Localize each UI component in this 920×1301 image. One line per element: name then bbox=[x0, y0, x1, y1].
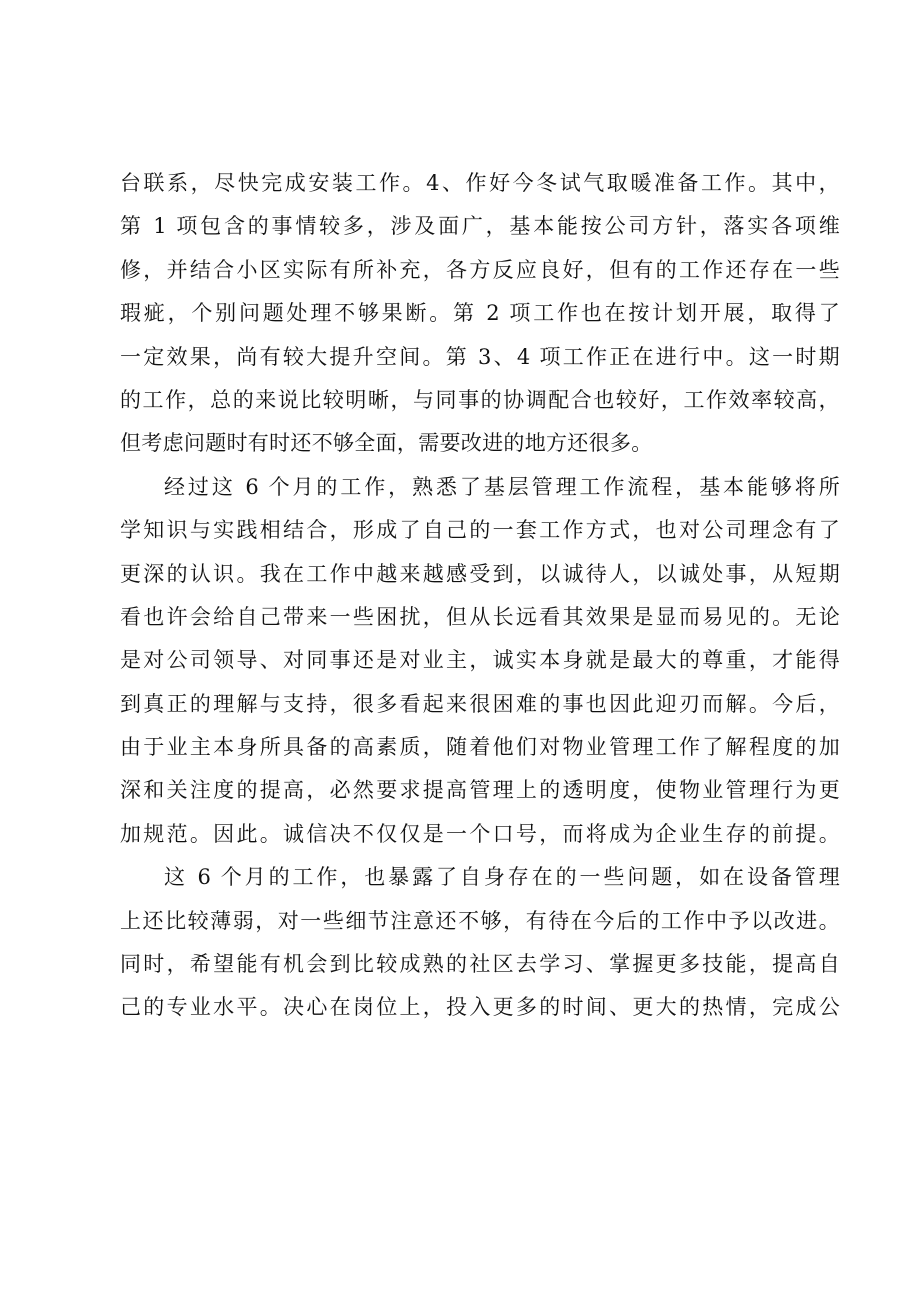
paragraph-2 bbox=[120, 466, 840, 857]
text-line: 由于业主本身所具备的高素质，随着他们对物业管理工作了解程度的加 bbox=[120, 735, 840, 760]
text-line: 的工作，总的来说比较明晰，与同事的协调配合也较好，工作效率较高， bbox=[120, 387, 840, 412]
text-line: 修，并结合小区实际有所补充，各方反应良好，但有的工作还存在一些 bbox=[120, 257, 840, 282]
paragraph-3 bbox=[120, 856, 840, 1030]
text-line: 第 1 项包含的事情较多，涉及面广，基本能按公司方针，落实各项维 bbox=[120, 214, 840, 239]
text-line: 更深的认识。我在工作中越来越感受到，以诚待人，以诚处事，从短期 bbox=[120, 561, 840, 586]
text-line: 加规范。因此。诚信决不仅仅是一个口号，而将成为企业生存的前提。 bbox=[120, 821, 840, 846]
text-line: 瑕疵，个别问题处理不够果断。第 2 项工作也在按计划开展，取得了 bbox=[120, 301, 840, 326]
document-body bbox=[120, 162, 840, 1030]
text-line: 台联系，尽快完成安装工作。4、作好今冬试气取暖准备工作。其中， bbox=[120, 171, 840, 195]
paragraph-1 bbox=[120, 162, 840, 466]
text-line: 到真正的理解与支持，很多看起来很困难的事也因此迎刃而解。今后， bbox=[120, 691, 840, 716]
text-line: 学知识与实践相结合，形成了自己的一套工作方式，也对公司理念有了 bbox=[120, 518, 840, 543]
text-line: 己的专业水平。决心在岗位上，投入更多的时间、更大的热情，完成公 bbox=[120, 995, 840, 1020]
text-line: 看也许会给自己带来一些困扰，但从长远看其效果是显而易见的。无论 bbox=[120, 604, 840, 629]
text-line: 但考虑问题时有时还不够全面，需要改进的地方还很多。 bbox=[120, 431, 653, 456]
text-line: 一定效果，尚有较大提升空间。第 3、4 项工作正在进行中。这一时期 bbox=[120, 344, 840, 369]
text-line: 是对公司领导、对同事还是对业主，诚实本身就是最大的尊重，才能得 bbox=[120, 648, 840, 673]
text-line: 上还比较薄弱，对一些细节注意还不够，有待在今后的工作中予以改进。 bbox=[120, 908, 840, 933]
text-line: 同时，希望能有机会到比较成熟的社区去学习、掌握更多技能，提高自 bbox=[120, 952, 840, 977]
text-line: 深和关注度的提高，必然要求提高管理上的透明度，使物业管理行为更 bbox=[120, 778, 840, 803]
text-line: 经过这 6 个月的工作，熟悉了基层管理工作流程，基本能够将所 bbox=[164, 474, 840, 499]
text-line: 这 6 个月的工作，也暴露了自身存在的一些问题，如在设备管理 bbox=[164, 865, 840, 890]
